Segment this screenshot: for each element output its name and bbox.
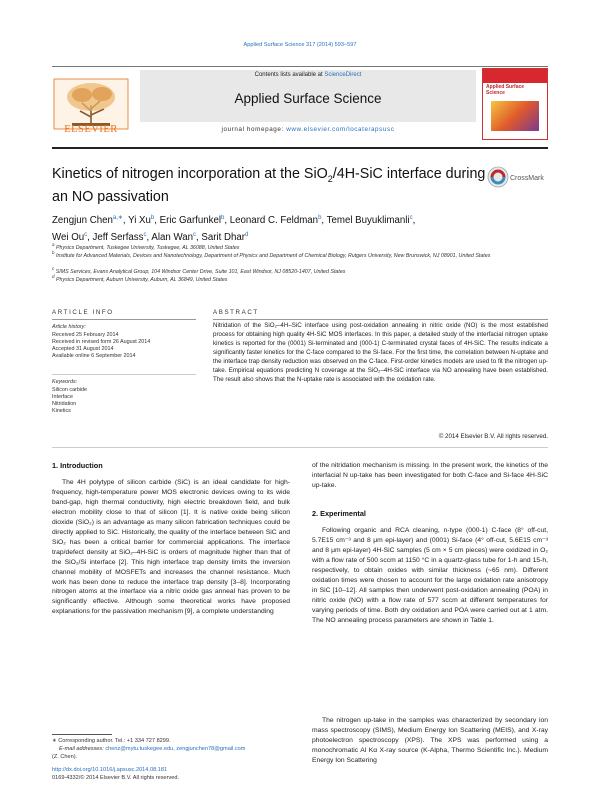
front-matter-rule	[52, 447, 548, 448]
email-name: (Z. Chen).	[52, 754, 78, 760]
article-info-heading: ARTICLE INFO	[52, 309, 114, 316]
abstract-rule	[213, 319, 548, 320]
author[interactable]: Yi Xu$^b$	[128, 215, 155, 227]
history-item: Received in revised form 26 August 2014	[52, 339, 151, 345]
abstract-heading: ABSTRACT	[213, 309, 259, 316]
author[interactable]: Sarit Dhar$^d$	[201, 232, 249, 244]
history-item: Accepted 31 August 2014	[52, 346, 114, 352]
article-info-rule	[52, 319, 196, 320]
author[interactable]: Temel Buyuklimanli$^c$	[326, 215, 413, 227]
contents-prefix: Contents lists available at	[254, 72, 325, 78]
affiliation: $^d$ Physics Department, Auburn University, Auburn, AL 36849, United States	[52, 274, 228, 283]
cover-band	[483, 69, 547, 83]
footnote-rule	[52, 734, 112, 735]
abstract-copyright: © 2014 Elsevier B.V. All rights reserved.	[438, 433, 548, 440]
publisher-wordmark: ELSEVIER	[64, 124, 118, 135]
email-links[interactable]: chenz@mytu.tuskegee.edu, zengjunchen78@gmail.com	[105, 746, 246, 752]
journal-cover-thumbnail[interactable]	[482, 68, 548, 140]
header-top-rule	[52, 66, 548, 67]
history-item: Received 25 February 2014	[52, 332, 119, 338]
introduction-paragraph: The 4H polytype of silicon carbide (SiC) is an ideal candidate for high-frequency, high-temperature power MOS electronic devices owing to its wide band-gap, high thermal conductivity, high electric breakdown field, and bulk electron mobility close to that of silicon [1]. It is native oxide being silicon dioxide (SiO₂) is an advantage as many silicon fabrication techniques could be directly applied to SiC. Historically, the quality of the interface between SiC and SiO₂ has been a critical barrier for commercial applications. The interface trap/defect density at SiO₂–4H-SiC is orders of magnitude higher than that of the SiO₂/Si interface [2]. This high interface trap density limits the inversion channel mobility of MOSFETs and increases the channel resistance. Much work has been done to reduce the interface trap density [3–8]. Incorporating nitrogen atoms at the interface via a nitric oxide gas anneal has proven to be significantly effective. Although some theoretical works have proposed explanations for the passivation mechanism [9], a complete understanding	[52, 479, 290, 616]
keyword: Silicon carbide	[52, 387, 88, 393]
title-subscript: 2	[327, 173, 333, 184]
cover-image	[491, 101, 539, 131]
affiliation: $^a$ Physics Department, Tuskegee University, Tuskegee, AL 36088, United States	[52, 242, 240, 251]
title-part-1: Kinetics of nitrogen incorporation at the SiO	[52, 166, 328, 182]
journal-name: Applied Surface Science	[234, 91, 382, 106]
homepage-link[interactable]: www.elsevier.com/locate/apsusc	[286, 126, 395, 133]
header-bottom-rule	[52, 147, 548, 149]
history-label: Article history:	[52, 324, 86, 330]
affiliation: $^c$ SIMS Services, Evans Analytical Group, 104 Windsor Center Drive, Suite 101, East Windsor, NJ 08520-1407, United States	[52, 266, 346, 275]
crossmark-label: CrossMark	[510, 175, 544, 182]
email-footnote	[59, 746, 299, 754]
contents-line	[140, 72, 476, 78]
homepage-prefix: journal homepage:	[221, 126, 287, 133]
keywords-label: Keywords:	[52, 379, 78, 385]
introduction-continued: of the nitridation mechanism is missing. In the present work, the kinetics of the interfacial N up-take has been investigated for both C-face and Si-face 4H-SiC up-take.	[312, 462, 548, 489]
author[interactable]: Jeff Serfass$^c$	[92, 232, 147, 244]
keyword: Interface	[52, 394, 73, 400]
affiliation: $^b$ Institute for Advanced Materials, Devices and Nanotechnology, Department of Physics and Department of Chemical Biology, Rutgers University, New Brunswick, NJ 08901, United States	[52, 250, 491, 259]
history-item: Available online 6 September 2014	[52, 353, 136, 359]
author[interactable]: Zengjun Chen$^{a,∗}$	[52, 215, 123, 227]
abstract-text: Nitridation of the SiO₂–4H–SiC interface using post-oxidation annealing in nitric oxide (NO) is the most established process for obtaining high quality 4H-SiC MOS interfaces. In this paper, a detailed study of the interfacial nitrogen uptake kinetics is reported for the (0001) Si-terminated and (000-1) C-terminated crystal faces of 4H-SiC. The results indicate a significantly faster kinetics for the C-face compared to the Si-face. For the first time, the correlation between N-uptake and the interface trap density reduction was observed on the C-face. First-order kinetics models are used to fit the nitrogen up-take. Empirical equations predicting N coverage at the SiO₂–4H-SiC interface via NO annealing have been established. The result also shows that the N-uptake rate is associated with the oxidation rate.	[213, 322, 548, 383]
journal-citation[interactable]: Applied Surface Science 317 (2014) 593–597	[243, 42, 357, 48]
author-list: Zengjun Chen$^{a,∗}$, Yi Xu$^b$, Eric Garfunkel$^b$, Leonard C. Feldman$^b$, Temel Buyuklimanli$^c$, Wei Ou$^c$, Jeff Serfass$^c$, Alan Wan$^c$, Sarit Dhar$^d$	[52, 215, 416, 244]
doi-link[interactable]: http://dx.doi.org/10.1016/j.apsusc.2014.08.181	[52, 767, 168, 773]
keyword: Kinetics	[52, 408, 71, 414]
article-title	[52, 165, 492, 206]
rights-line: 0169-4332/© 2014 Elsevier B.V. All rights reserved.	[52, 775, 180, 781]
crossmark-badge[interactable]	[487, 162, 547, 192]
experimental-paragraph-2: The nitrogen up-take in the samples was characterized by secondary ion mass spectroscopy (SIMS), Medium Energy Ion Scattering (MEIS), and X-ray photoelectron spectroscopy (XPS). The XPS was performed using a monochromatic Al Kα X-ray source (K-Alpha, Thermo Scientific Inc.). Medium Energy Ion Scattering	[312, 717, 548, 764]
email-label: E-mail addresses:	[59, 746, 106, 752]
section-heading-experimental: 2. Experimental	[312, 509, 366, 518]
author[interactable]: Leonard C. Feldman$^b$	[229, 215, 322, 227]
author[interactable]: Wei Ou$^c$	[52, 232, 88, 244]
experimental-paragraph-1: Following organic and RCA cleaning, n-type (000-1) C-face (8° off-cut, 5.7E15 cm⁻³ and 8 μm epi-layer) and (0001) Si-face (4° off-cut, 5.6E15 cm⁻³ and 8 μm epi-layer) 4H-SiC samples (5 cm × 5 cm pieces) were oxidized in O₂ with a flow rate of 500 sccm at 1150 °C in a quartz-glass tube for 1-h and 15-h, respectively, to obtain oxides with similar thickness (~65 nm). Different oxidation times were chosen to account for the large oxidation rate anisotropy in SiC [10–12]. All samples then underwent post-oxidation annealing (POA) in nitric oxide (NO) with a flow rate of 577 sccm at different temperatures for varying periods of time. Both dry oxidation and POA were carried out at 1 atm. The NO annealing process parameters are shown in Table 1.	[312, 527, 548, 624]
title-part-2: /4H-SiC interface during an NO passivation	[52, 166, 486, 205]
keywords-rule	[52, 374, 196, 375]
keyword: Nitridation	[52, 401, 77, 407]
author[interactable]: Eric Garfunkel$^b$	[159, 215, 225, 227]
section-heading-introduction: 1. Introduction	[52, 461, 103, 470]
cover-title: Applied Surface Science	[486, 84, 525, 96]
author[interactable]: Alan Wan$^c$	[151, 232, 196, 244]
sciencedirect-link[interactable]: ScienceDirect	[324, 72, 362, 78]
journal-homepage	[140, 126, 476, 133]
corresponding-author-footnote: ∗ Corresponding author. Tel.: +1 334 727 8299.	[52, 738, 171, 744]
